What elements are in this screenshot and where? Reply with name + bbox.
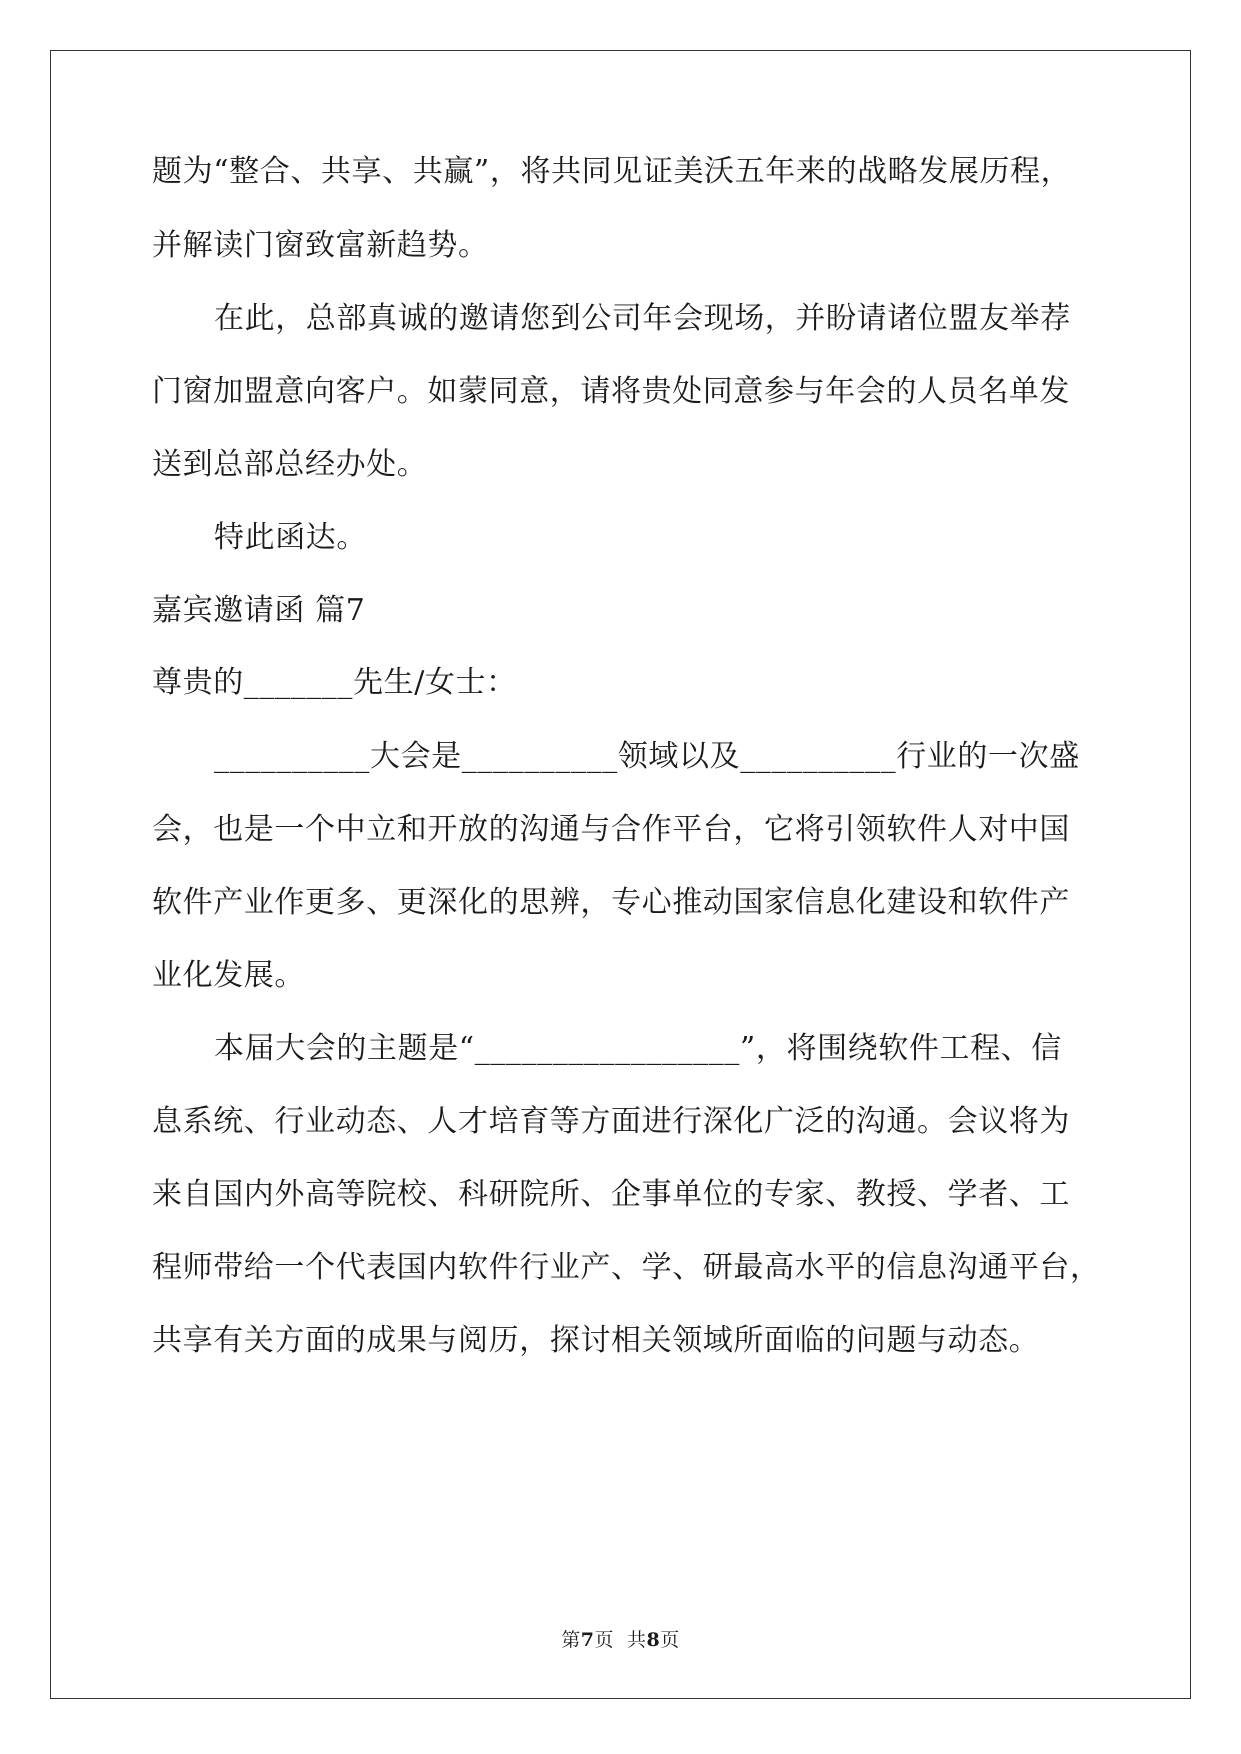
current-page-number: 7 (580, 1629, 595, 1651)
salutation: 尊贵的_______先生/女士： (152, 665, 517, 700)
paragraph-line: 送到总部总经办处。 (152, 447, 428, 482)
paragraph-line: 并解读门窗致富新趋势。 (152, 228, 489, 263)
paragraph-line: 程师带给一个代表国内软件行业产、学、研最高水平的信息沟通平台， (152, 1250, 1101, 1285)
paragraph-line: 题为“整合、共享、共赢”，将共同见证美沃五年来的战略发展历程， (152, 154, 1072, 189)
paragraph-line: 软件产业作更多、更深化的思辨，专心推动国家信息化建设和软件产 (152, 885, 1070, 920)
paragraph-line: 特此函达。 (214, 520, 367, 555)
paragraph-line: 会，也是一个中立和开放的沟通与合作平台，它将引领软件人对中国 (152, 812, 1070, 847)
paragraph-line: 在此，总部真诚的邀请您到公司年会现场，并盼请诸位盟友举荐 (214, 301, 1071, 336)
footer-mid: 页 共 (594, 1629, 647, 1651)
section-heading: 嘉宾邀请函 篇7 (152, 593, 366, 628)
footer-prefix: 第 (561, 1629, 581, 1651)
footer-suffix: 页 (660, 1629, 680, 1651)
paragraph-line: 息系统、行业动态、人才培育等方面进行深化广泛的沟通。会议将为 (152, 1104, 1070, 1139)
paragraph-line: 来自国内外高等院校、科研院所、企事单位的专家、教授、学者、工 (152, 1177, 1070, 1212)
page-border (50, 50, 1191, 1699)
paragraph-line: 门窗加盟意向客户。如蒙同意，请将贵处同意参与年会的人员名单发 (152, 374, 1070, 409)
total-pages-number: 8 (646, 1629, 661, 1651)
page-footer (0, 1628, 1241, 1652)
paragraph-line: 业化发展。 (152, 958, 305, 993)
paragraph-line: 本届大会的主题是“_________________”，将围绕软件工程、信 (214, 1031, 1062, 1066)
paragraph-line: __________大会是__________领域以及__________行业的一次盛 (214, 739, 1080, 774)
paragraph-line: 共享有关方面的成果与阅历，探讨相关领域所面临的问题与动态。 (152, 1323, 1040, 1358)
